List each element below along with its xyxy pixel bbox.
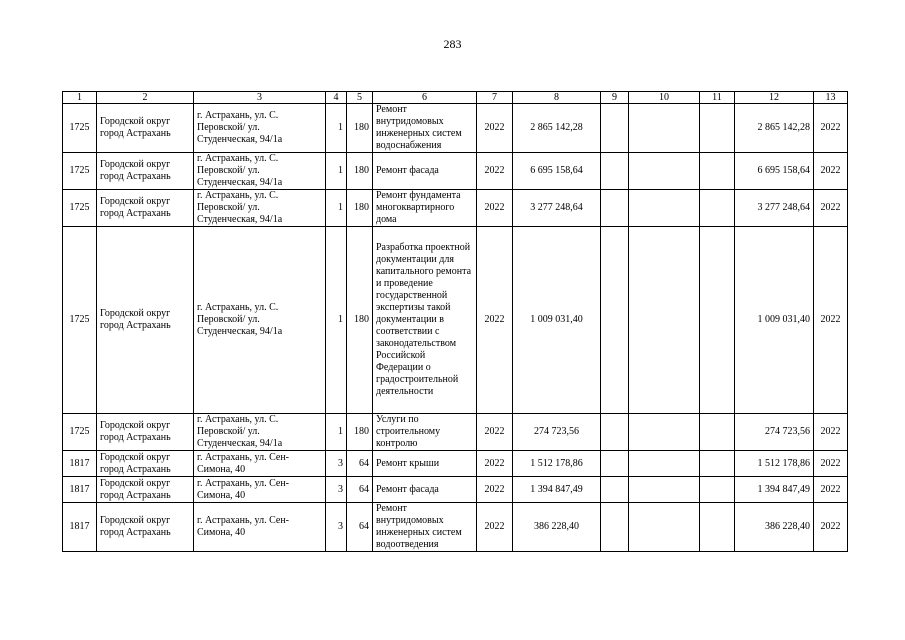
work-type: Ремонт крыши bbox=[373, 451, 477, 477]
column-number: 10 bbox=[629, 92, 700, 104]
address: г. Астрахань, ул. Сен-Симона, 40 bbox=[194, 451, 326, 477]
municipality: Городской округ город Астрахань bbox=[97, 227, 194, 414]
municipality: Городской округ город Астрахань bbox=[97, 477, 194, 503]
col-9-value bbox=[601, 227, 629, 414]
table-row bbox=[63, 190, 848, 227]
col-11-value bbox=[700, 190, 735, 227]
col-4-value: 1 bbox=[326, 227, 347, 414]
row-id: 1725 bbox=[63, 153, 97, 190]
total-cost: 6 695 158,64 bbox=[513, 153, 601, 190]
column-number: 2 bbox=[97, 92, 194, 104]
address: г. Астрахань, ул. С. Перовской/ ул. Студенческая, 94/1а bbox=[194, 227, 326, 414]
col-13-value: 2022 bbox=[814, 414, 848, 451]
column-number-row bbox=[63, 92, 848, 104]
table-row bbox=[63, 414, 848, 451]
col-5-value: 64 bbox=[347, 503, 373, 552]
col-11-value bbox=[700, 451, 735, 477]
year: 2022 bbox=[477, 503, 513, 552]
col-10-value bbox=[629, 477, 700, 503]
total-cost: 1 512 178,86 bbox=[513, 451, 601, 477]
column-number: 4 bbox=[326, 92, 347, 104]
address: г. Астрахань, ул. Сен-Симона, 40 bbox=[194, 503, 326, 552]
row-id: 1817 bbox=[63, 451, 97, 477]
col-11-value bbox=[700, 503, 735, 552]
col-5-value: 180 bbox=[347, 153, 373, 190]
col-11-value bbox=[700, 104, 735, 153]
col-9-value bbox=[601, 477, 629, 503]
total-cost: 274 723,56 bbox=[513, 414, 601, 451]
address: г. Астрахань, ул. С. Перовской/ ул. Студенческая, 94/1а bbox=[194, 190, 326, 227]
work-type: Ремонт внутридомовых инженерных систем водоснабжения bbox=[373, 104, 477, 153]
row-id: 1817 bbox=[63, 503, 97, 552]
capital-repair-table bbox=[62, 91, 848, 552]
col-11-value bbox=[700, 227, 735, 414]
col-11-value bbox=[700, 153, 735, 190]
col-4-value: 1 bbox=[326, 153, 347, 190]
municipality: Городской округ город Астрахань bbox=[97, 153, 194, 190]
col-10-value bbox=[629, 503, 700, 552]
col-4-value: 1 bbox=[326, 104, 347, 153]
col-11-value bbox=[700, 477, 735, 503]
table-row bbox=[63, 227, 848, 414]
col-4-value: 3 bbox=[326, 477, 347, 503]
col-11-value bbox=[700, 414, 735, 451]
total-cost: 1 009 031,40 bbox=[513, 227, 601, 414]
work-type: Ремонт фасада bbox=[373, 477, 477, 503]
column-number: 3 bbox=[194, 92, 326, 104]
table-row bbox=[63, 503, 848, 552]
year: 2022 bbox=[477, 227, 513, 414]
col-12-value: 1 512 178,86 bbox=[735, 451, 814, 477]
col-10-value bbox=[629, 153, 700, 190]
row-id: 1725 bbox=[63, 190, 97, 227]
col-12-value: 386 228,40 bbox=[735, 503, 814, 552]
col-10-value bbox=[629, 104, 700, 153]
table-row bbox=[63, 477, 848, 503]
municipality: Городской округ город Астрахань bbox=[97, 451, 194, 477]
row-id: 1817 bbox=[63, 477, 97, 503]
municipality: Городской округ город Астрахань bbox=[97, 190, 194, 227]
column-number: 5 bbox=[347, 92, 373, 104]
year: 2022 bbox=[477, 190, 513, 227]
address: г. Астрахань, ул. С. Перовской/ ул. Студенческая, 94/1а bbox=[194, 414, 326, 451]
col-5-value: 64 bbox=[347, 451, 373, 477]
column-number: 12 bbox=[735, 92, 814, 104]
col-10-value bbox=[629, 227, 700, 414]
col-10-value bbox=[629, 414, 700, 451]
col-5-value: 180 bbox=[347, 190, 373, 227]
col-12-value: 6 695 158,64 bbox=[735, 153, 814, 190]
col-5-value: 180 bbox=[347, 227, 373, 414]
address: г. Астрахань, ул. С. Перовской/ ул. Студенческая, 94/1а bbox=[194, 104, 326, 153]
column-number: 6 bbox=[373, 92, 477, 104]
total-cost: 386 228,40 bbox=[513, 503, 601, 552]
row-id: 1725 bbox=[63, 414, 97, 451]
col-12-value: 1 394 847,49 bbox=[735, 477, 814, 503]
total-cost: 1 394 847,49 bbox=[513, 477, 601, 503]
row-id: 1725 bbox=[63, 227, 97, 414]
col-4-value: 3 bbox=[326, 503, 347, 552]
column-number: 13 bbox=[814, 92, 848, 104]
page-number: 283 bbox=[443, 37, 462, 51]
col-9-value bbox=[601, 153, 629, 190]
col-13-value: 2022 bbox=[814, 477, 848, 503]
col-9-value bbox=[601, 190, 629, 227]
address: г. Астрахань, ул. С. Перовской/ ул. Студенческая, 94/1а bbox=[194, 153, 326, 190]
col-9-value bbox=[601, 503, 629, 552]
col-13-value: 2022 bbox=[814, 104, 848, 153]
column-number: 1 bbox=[63, 92, 97, 104]
work-type: Ремонт внутридомовых инженерных систем водоотведения bbox=[373, 503, 477, 552]
municipality: Городской округ город Астрахань bbox=[97, 104, 194, 153]
year: 2022 bbox=[477, 451, 513, 477]
year: 2022 bbox=[477, 104, 513, 153]
column-number: 9 bbox=[601, 92, 629, 104]
work-type: Разработка проектной документации для капитального ремонта и проведение государственной экспертизы такой документации в соответствии с законодательством Российской Федерации о градостроительной деятельности bbox=[373, 227, 477, 414]
row-id: 1725 bbox=[63, 104, 97, 153]
col-13-value: 2022 bbox=[814, 451, 848, 477]
table-row bbox=[63, 451, 848, 477]
column-number: 7 bbox=[477, 92, 513, 104]
col-5-value: 180 bbox=[347, 104, 373, 153]
col-12-value: 3 277 248,64 bbox=[735, 190, 814, 227]
table-row bbox=[63, 153, 848, 190]
work-type: Ремонт фундамента многоквартирного дома bbox=[373, 190, 477, 227]
col-4-value: 3 bbox=[326, 451, 347, 477]
col-5-value: 64 bbox=[347, 477, 373, 503]
year: 2022 bbox=[477, 477, 513, 503]
col-13-value: 2022 bbox=[814, 503, 848, 552]
col-12-value: 274 723,56 bbox=[735, 414, 814, 451]
year: 2022 bbox=[477, 414, 513, 451]
work-type: Услуги по строительному контролю bbox=[373, 414, 477, 451]
col-4-value: 1 bbox=[326, 414, 347, 451]
work-type: Ремонт фасада bbox=[373, 153, 477, 190]
col-12-value: 2 865 142,28 bbox=[735, 104, 814, 153]
column-number: 11 bbox=[700, 92, 735, 104]
total-cost: 2 865 142,28 bbox=[513, 104, 601, 153]
col-10-value bbox=[629, 451, 700, 477]
col-5-value: 180 bbox=[347, 414, 373, 451]
municipality: Городской округ город Астрахань bbox=[97, 503, 194, 552]
year: 2022 bbox=[477, 153, 513, 190]
municipality: Городской округ город Астрахань bbox=[97, 414, 194, 451]
table-row bbox=[63, 104, 848, 153]
col-9-value bbox=[601, 104, 629, 153]
address: г. Астрахань, ул. Сен-Симона, 40 bbox=[194, 477, 326, 503]
col-9-value bbox=[601, 414, 629, 451]
col-12-value: 1 009 031,40 bbox=[735, 227, 814, 414]
col-9-value bbox=[601, 451, 629, 477]
total-cost: 3 277 248,64 bbox=[513, 190, 601, 227]
col-10-value bbox=[629, 190, 700, 227]
col-13-value: 2022 bbox=[814, 153, 848, 190]
col-4-value: 1 bbox=[326, 190, 347, 227]
column-number: 8 bbox=[513, 92, 601, 104]
col-13-value: 2022 bbox=[814, 190, 848, 227]
col-13-value: 2022 bbox=[814, 227, 848, 414]
